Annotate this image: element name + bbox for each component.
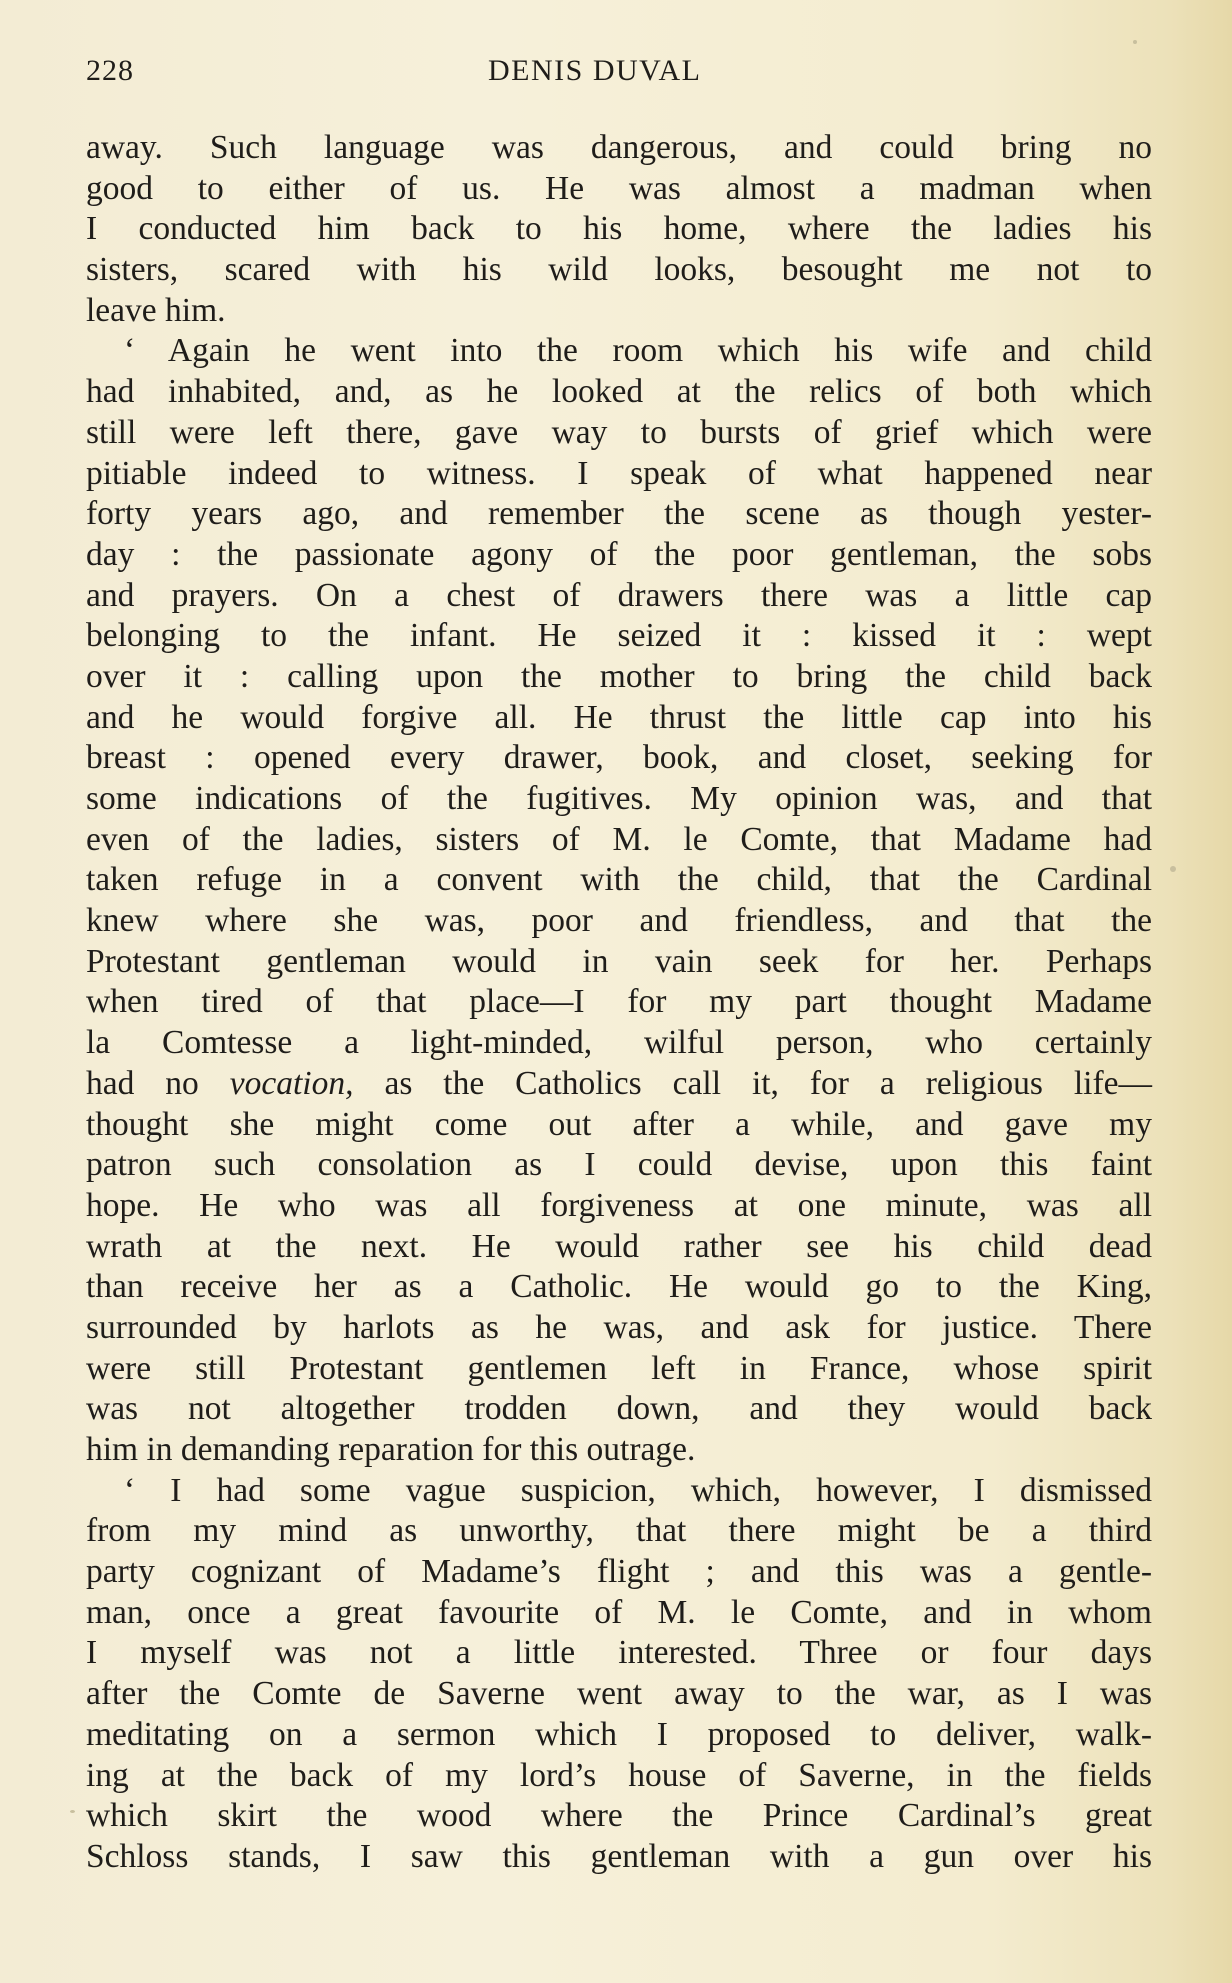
paper-speck [70, 1810, 75, 1813]
text-line: hope. He who was all forgiveness at one minute, was all [86, 1186, 1152, 1224]
text-line: and he would forgive all. He thrust the little cap into his [86, 698, 1152, 736]
paper-speck [1133, 40, 1137, 44]
text-line: man, once a great favourite of M. le Comte, and in whom [86, 1593, 1152, 1631]
text-line: forty years ago, and remember the scene as though yester- [86, 495, 1152, 533]
text-line: away. Such language was dangerous, and could bring no [86, 129, 1152, 166]
paragraph-start-line: ‘ Again he went into the room which his wife and child [124, 332, 1152, 370]
text-line: even of the ladies, sisters of M. le Comte, that Madame had [86, 820, 1152, 858]
text-line: Protestant gentleman would in vain seek for her. Perhaps [86, 942, 1152, 980]
text-line: which skirt the wood where the Prince Cardinal’s great [86, 1797, 1152, 1835]
text-line: thought she might come out after a while, and gave my [86, 1105, 1152, 1143]
text-line: knew where she was, poor and friendless, and that the [86, 902, 1152, 940]
paper-speck [1170, 866, 1176, 872]
text-line: over it : calling upon the mother to bring the child back [86, 657, 1152, 695]
text-line: some indications of the fugitives. My opinion was, and that [86, 780, 1152, 817]
text-line: after the Comte de Saverne went away to the war, as I was [86, 1675, 1152, 1713]
text-line: belonging to the infant. He seized it : kissed it : wept [86, 617, 1152, 655]
text-segment: as the Catholics call it, for a religious life— [384, 1064, 1153, 1102]
text-line: Schloss stands, I saw this gentleman with a gun over his [86, 1837, 1152, 1875]
text-line: I conducted him back to his home, where the ladies his [86, 210, 1152, 248]
text-line-with-italic [86, 1064, 1152, 1105]
text-line: taken refuge in a convent with the child, that the Cardinal [86, 861, 1152, 899]
page-number: 228 [86, 54, 134, 87]
text-line: sisters, scared with his wild looks, besought me not to [86, 251, 1152, 289]
text-line: and prayers. On a chest of drawers there was a little cap [86, 576, 1152, 614]
text-line: from my mind as unworthy, that there might be a third [86, 1512, 1152, 1550]
text-line: surrounded by harlots as he was, and ask for justice. There [86, 1308, 1152, 1346]
text-line: good to either of us. He was almost a madman when [86, 169, 1152, 207]
text-line: ing at the back of my lord’s house of Saverne, in the fields [86, 1756, 1152, 1794]
text-line: party cognizant of Madame’s flight ; and this was a gentle- [86, 1553, 1152, 1591]
text-line: than receive her as a Catholic. He would go to the King, [86, 1268, 1152, 1306]
text-line: I myself was not a little interested. Three or four days [86, 1634, 1152, 1672]
text-line: leave him. [86, 291, 226, 329]
text-line: breast : opened every drawer, book, and closet, seeking for [86, 739, 1152, 777]
text-line: had inhabited, and, as he looked at the relics of both which [86, 373, 1152, 411]
text-line: still were left there, gave way to bursts of grief which were [86, 413, 1152, 451]
text-line: meditating on a sermon which I proposed to deliver, walk- [86, 1715, 1152, 1753]
text-line: patron such consolation as I could devise, upon this faint [86, 1146, 1152, 1184]
text-line: him in demanding reparation for this outrage. [86, 1431, 696, 1468]
paragraph-start-line: ‘ I had some vague suspicion, which, however, I dismissed [124, 1471, 1152, 1509]
body-text [86, 128, 1152, 1878]
text-segment: had no [86, 1064, 199, 1102]
text-line: day : the passionate agony of the poor gentleman, the sobs [86, 535, 1152, 573]
text-line: pitiable indeed to witness. I speak of what happened near [86, 454, 1152, 492]
text-line: wrath at the next. He would rather see his child dead [86, 1227, 1152, 1265]
text-line: was not altogether trodden down, and they would back [86, 1390, 1152, 1428]
running-title: DENIS DUVAL [488, 54, 702, 87]
text-line: when tired of that place—I for my part thought Madame [86, 983, 1152, 1021]
text-line: were still Protestant gentlemen left in France, whose spirit [86, 1349, 1152, 1387]
running-head [86, 50, 1152, 94]
italic-word: vocation, [229, 1064, 354, 1102]
text-line: la Comtesse a light-minded, wilful person, who certainly [86, 1024, 1152, 1062]
